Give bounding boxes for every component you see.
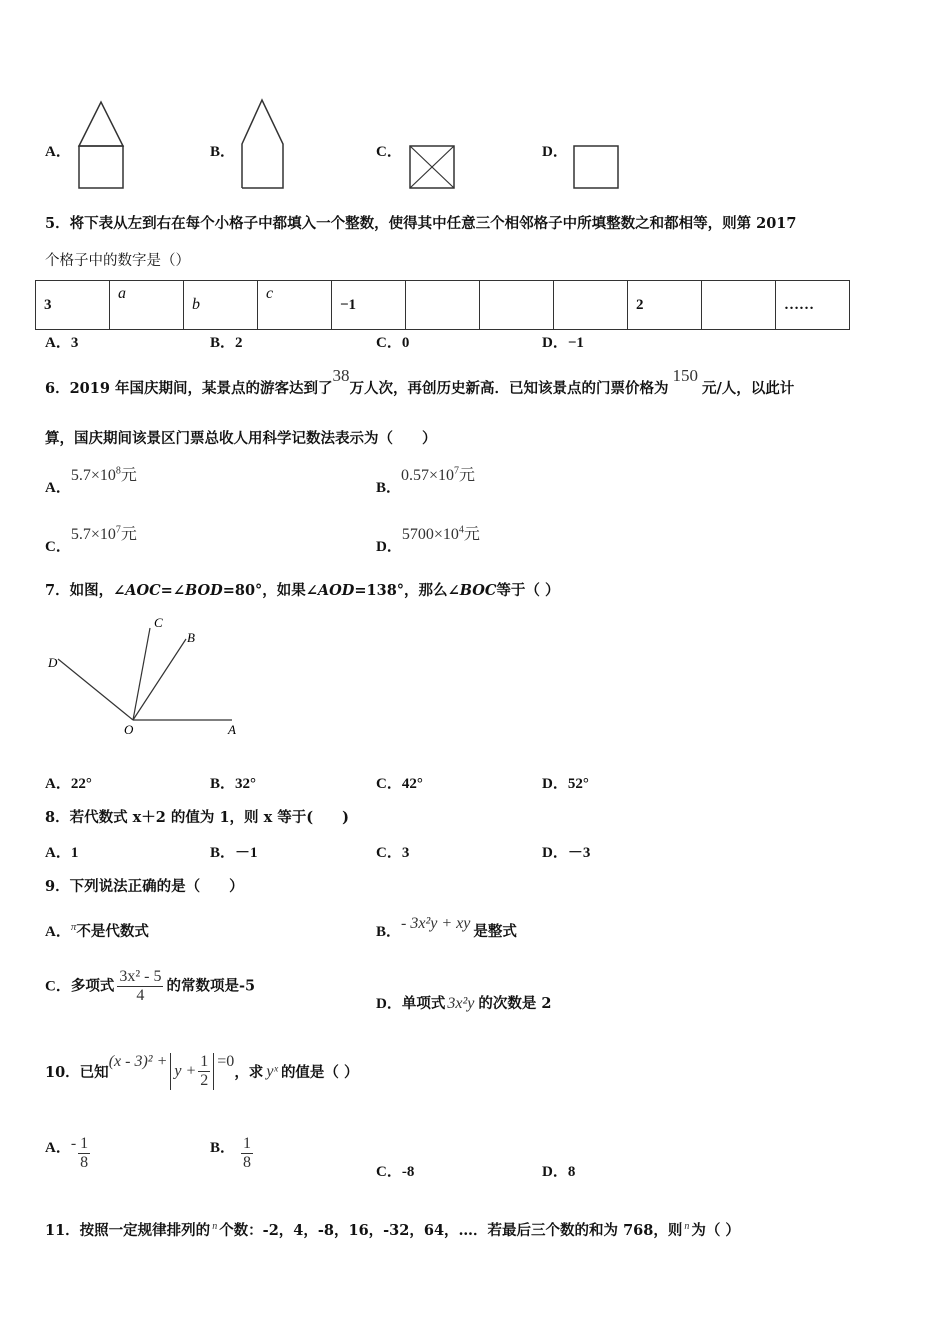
- q10-option-a-num: 1: [80, 1135, 89, 1152]
- q10-option-b-fraction: [241, 1135, 253, 1172]
- q9-option-b: [376, 915, 517, 941]
- q4-figure-a: [75, 98, 127, 192]
- q6-option-d-exp: 4: [458, 524, 464, 536]
- q10-option-a: [45, 1135, 90, 1172]
- q5-cell-7: [480, 281, 554, 330]
- q5-cell-10: [702, 281, 776, 330]
- q9-option-d-text-2: 的次数是 2: [478, 995, 552, 1012]
- q10-option-b: [210, 1135, 253, 1172]
- q9-option-a-label: A．: [45, 924, 71, 940]
- q10-option-b-den: 8: [243, 1154, 252, 1171]
- q6-option-b: [376, 462, 476, 496]
- q9-option-d-expr: 3x²y: [447, 995, 475, 1012]
- q10-fraction-num: 1: [200, 1053, 209, 1070]
- q6-visitors: 38: [332, 366, 350, 385]
- q10-expr-4: yˣ: [266, 1062, 278, 1080]
- q10-text-2: ，求: [234, 1063, 264, 1081]
- q5-cell-9: 2: [628, 281, 702, 330]
- q7-math-2: ∠AOD: [305, 582, 355, 599]
- q6-option-b-label: B．: [376, 480, 402, 496]
- q6-option-c-base: 5.7×10: [70, 526, 116, 543]
- q9-option-c-text-1: 多项式: [70, 977, 115, 995]
- q6-option-c: [45, 521, 137, 555]
- q6-option-a-unit: 元: [120, 467, 137, 484]
- q9-stem: 9．下列说法正确的是（ ）: [45, 878, 244, 895]
- q10-option-b-num: 1: [243, 1135, 252, 1152]
- q9-option-c-text-2: 的常数项是-5: [166, 977, 256, 995]
- q6-text-1: 6．2019 年国庆期间，某景点的游客达到了: [45, 380, 333, 397]
- q5-cell-11: ……: [776, 281, 850, 330]
- q6-option-c-exp: 7: [115, 524, 121, 536]
- q10-expr-3: =0: [217, 1052, 235, 1070]
- point-a-label: A: [228, 722, 236, 737]
- q7-text-1: 7．如图，: [45, 582, 114, 599]
- q6-stem-line2: 算，国庆期间该景区门票总收人用科学记数法表示为（ ）: [45, 430, 437, 447]
- q10-abs-value: [170, 1053, 214, 1090]
- q9-option-d-text-1: 单项式: [401, 995, 446, 1012]
- q4-option-b-label: B．: [210, 144, 236, 160]
- q6-option-b-base: 0.57×10: [401, 467, 455, 484]
- q5-option-b: B．2: [210, 335, 243, 351]
- q5-option-c: C．0: [376, 335, 410, 351]
- q10-option-a-sign: -: [70, 1134, 77, 1152]
- q6-option-c-label: C．: [45, 539, 71, 555]
- q8-option-a: A．1: [45, 845, 79, 861]
- q6-option-b-exp: 7: [454, 465, 460, 477]
- q10-option-a-label: A．: [45, 1139, 71, 1156]
- q9-option-c: [45, 968, 255, 1005]
- q4-figure-b: [238, 96, 290, 192]
- q6-option-c-unit: 元: [120, 526, 137, 543]
- q9-option-a-pi: π: [70, 921, 77, 933]
- q5-cell-1: 3: [36, 281, 110, 330]
- q5-option-d: D．−1: [542, 335, 584, 351]
- q6-price: 150: [672, 366, 698, 385]
- ray-od: [58, 659, 133, 720]
- q5-cell-6: [406, 281, 480, 330]
- q10-stem: [45, 1053, 359, 1090]
- q6-option-a-base: 5.7×10: [70, 467, 116, 484]
- q10-fraction-den: 2: [200, 1072, 209, 1089]
- q9-option-c-numerator: 3x² - 5: [119, 968, 162, 985]
- point-d-label: D: [48, 655, 58, 670]
- q5-cell-8: [554, 281, 628, 330]
- q10-option-a-den: 8: [80, 1154, 89, 1171]
- point-o-label: O: [124, 722, 134, 737]
- q9-option-b-text: 是整式: [473, 923, 517, 940]
- q6-option-a-exp: 8: [115, 465, 121, 477]
- q11-text-2: 个数：-2，4，-8，16，-32，64，…．若最后三个数的和为 768，则: [219, 1222, 683, 1239]
- q4-option-a-label: A．: [45, 144, 71, 160]
- q8-option-d: D．－3: [542, 845, 591, 861]
- q5-cell-3: b: [184, 281, 258, 330]
- q6-option-b-unit: 元: [459, 467, 476, 484]
- q7-math-1: ∠AOC=∠BOD: [113, 582, 223, 599]
- q7-option-b: B．32°: [210, 776, 257, 792]
- q11-var-n-2: n: [684, 1221, 690, 1232]
- q8-stem: 8．若代数式 x＋2 的值为 1，则 x 等于( ): [45, 809, 350, 826]
- q6-option-d-unit: 元: [463, 526, 480, 543]
- q10-option-d: D．8: [542, 1164, 576, 1180]
- q4-figure-d: [570, 142, 622, 192]
- q9-option-b-label: B．: [376, 924, 402, 940]
- q11-stem: [45, 1219, 740, 1240]
- q10-option-c: C．-8: [376, 1164, 415, 1180]
- q10-text-3: 的值是（ ）: [280, 1063, 359, 1081]
- q5-number-grid: [35, 280, 850, 330]
- q11-text-3: 为（ ）: [691, 1222, 740, 1239]
- q9-option-c-fraction: [117, 968, 163, 1005]
- q7-option-d: D．52°: [542, 776, 589, 792]
- q6-text-2: 万人次，再创历史新高．已知该景点的门票价格为: [349, 380, 669, 397]
- q6-option-d-base: 5700×10: [401, 526, 459, 543]
- q6-stem-line1: [45, 366, 795, 398]
- q8-option-c: C．3: [376, 845, 410, 861]
- q9-option-c-denominator: 4: [136, 987, 145, 1004]
- q6-text-3: 元/人，以此计: [702, 380, 795, 397]
- q9-option-b-expr: - 3x²y + xy: [401, 915, 471, 932]
- q5-stem-line2: 个格子中的数字是（）: [45, 253, 190, 269]
- q9-option-d: [376, 992, 551, 1013]
- q5-cell-5: −1: [332, 281, 406, 330]
- q9-option-a-text: 不是代数式: [76, 923, 149, 940]
- q9-option-d-label: D．: [376, 996, 402, 1012]
- point-b-label: B: [187, 630, 195, 645]
- q11-text-1: 11．按照一定规律排列的: [45, 1222, 211, 1239]
- q6-option-a-label: A．: [45, 480, 71, 496]
- q10-text-1: 10．已知: [45, 1063, 109, 1081]
- q7-angle-figure: [40, 612, 250, 742]
- q6-option-a: [45, 462, 137, 496]
- q7-stem: [45, 579, 559, 600]
- q10-option-a-fraction: [78, 1135, 90, 1172]
- q7-option-a: A．22°: [45, 776, 92, 792]
- q9-option-c-label: C．: [45, 978, 71, 995]
- q7-option-c: C．42°: [376, 776, 423, 792]
- q5-option-a: A．3: [45, 335, 79, 351]
- q7-math-3: ∠BOC: [447, 582, 497, 599]
- q10-expr-2: y +: [174, 1062, 197, 1080]
- q6-option-d-label: D．: [376, 539, 402, 555]
- q4-option-c-label: C．: [376, 144, 402, 160]
- q7-text-4: 等于（ ）: [496, 582, 560, 599]
- q10-option-b-label: B．: [210, 1139, 236, 1156]
- q4-figure-c: [406, 142, 458, 192]
- q5-cell-2: a: [110, 281, 184, 330]
- q8-option-b: B．－1: [210, 845, 258, 861]
- q9-option-a: [45, 920, 149, 941]
- q7-text-2: =80°，如果: [222, 582, 306, 599]
- q11-var-n-1: n: [212, 1221, 218, 1232]
- q6-option-d: [376, 521, 480, 555]
- q10-expr-1: (x - 3)² +: [108, 1052, 168, 1070]
- q5-cell-4: c: [258, 281, 332, 330]
- q5-stem-line1: 5．将下表从左到右在每个小格子中都填入一个整数，使得其中任意三个相邻格子中所填整数之和都相等，则第 2017: [45, 215, 797, 232]
- q7-text-3: =138°，那么: [354, 582, 448, 599]
- q4-option-d-label: D．: [542, 144, 568, 160]
- point-c-label: C: [154, 615, 163, 630]
- q10-fraction: [198, 1053, 210, 1090]
